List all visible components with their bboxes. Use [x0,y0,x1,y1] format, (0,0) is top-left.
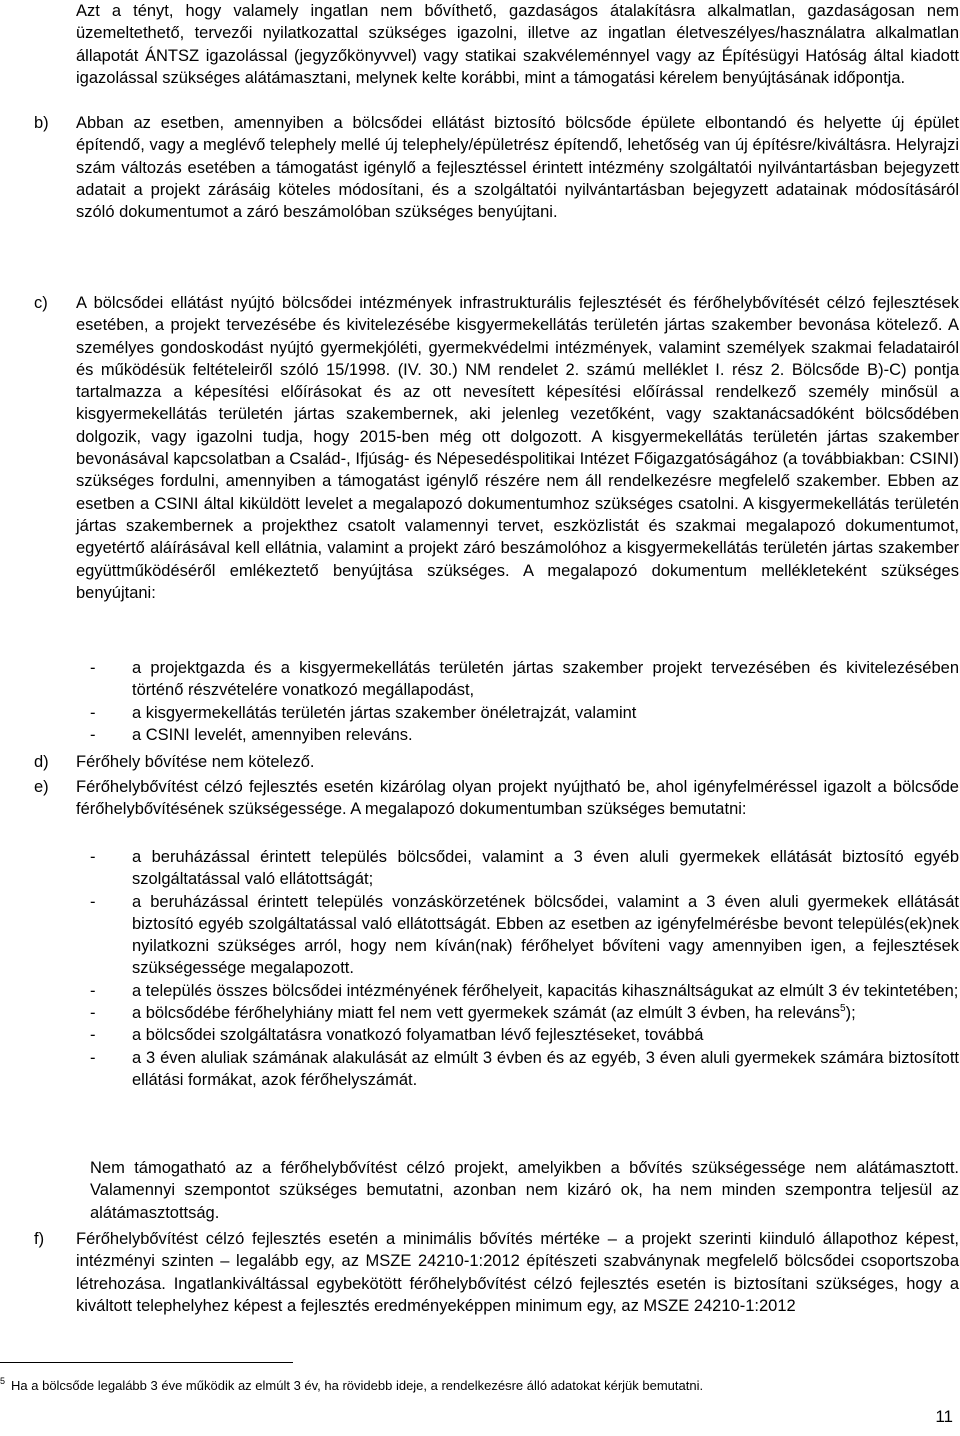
dash-text-main: a bölcsődébe férőhelyhiány miatt fel nem vett gyermekek számát (az elmúlt 3 évben, ha releváns [132,1004,841,1023]
dash-item [90,1002,959,1024]
dash-text: a beruházással érintett település vonzáskörzetének bölcsődei, valamint a 3 éven aluli gyermekek ellátását biztosító egyéb szolgáltatással való ellátottságát. Ebben az esetben az igényfelmérésbe bevont település(ek)nek nyilatkozni szükséges arról, hogy nem kíván(nak) férőhelyet bővíteni vagy amennyiben igen, a fejlesztések szükségessége megalapozott. [132,892,959,978]
dash-text: a beruházással érintett település bölcsődei, valamint a 3 éven aluli gyermekek ellátását biztosító egyéb szolgáltatással való ellátottságát; [132,848,959,889]
list-item-b [34,112,959,223]
dash-item [90,724,959,746]
list-text-c: A bölcsődei ellátást nyújtó bölcsődei intézmények infrastrukturális fejlesztését és férőhelybővítését célzó fejlesztések esetében, a projekt tervezésébe és kivitelezésébe kisgyermekellátás területén jártas szakember bevonása kötelező. A személyes gondoskodást nyújtó gyermekjóléti, gyermekvédelmi intézmények, valamint személyek szakmai feladatairól és működésük feltételeiről szóló 15/1998. (IV. 30.) NM rendelet 2. számú melléklet I. rész 2. Bölcsőde B)-C) pontja tartalmazza a képesítési előírásokat és az ott nevesített képesítési előírással rendelkező személy minősül a kisgyermekellátás területén jártas szakembernek, aki jelenleg vezetőként, vagy szaktanácsadóként bölcsődében dolgozik, vagy igazolni tudja, hogy 2015-ben még ott dolgozott. A kisgyermekellátás területén jártas szakember bevonásával kapcsolatban a Család-, Ifjúság- és Népesedéspolitikai Intézet Főigazgatóságához (a továbbiakban: CSINI) szükséges fordulni, amennyiben a támogatást igénylő részére nem áll rendelkezésre megfelelő szakember. Ebben az esetben a CSINI által kiküldött levelet a megalapozó dokumentumhoz szükséges csatolni. A kisgyermekellátás területén jártas szakembernek a projekthez csatolt valamennyi tervet, eszközlistát és szakmai megalapozó dokumentumot, egyetértő aláírásával kell ellátnia, valamint a projekt záró beszámolóhoz a kisgyermekellátás területén jártas szakember együttműködéséről emlékeztető benyújtása szükséges. A megalapozó dokumentum mellékleteként szükséges benyújtani: [76,294,959,602]
dash-text: a 3 éven aluliak számának alakulását az elmúlt 3 évben és az egyéb, 3 éven aluli gyermekek számára biztosított ellátási formákat, azok férőhelyszámát. [132,1048,959,1089]
dash-item [90,846,959,891]
list-label-c: c) [34,294,48,312]
page-number: 11 [935,1407,953,1426]
list-label-d: d) [34,753,49,771]
intro-paragraph: Azt a tényt, hogy valamely ingatlan nem bővíthető, gazdaságos átalakításra alkalmatlan, gazdaságosan nem üzemeltethető, tervezői nyilatkozattal szükséges igazolni, illetve az ingatlan életveszélyes/használatra alkalmatlan állapotát ÁNTSZ igazolással (jegyzőkönyvvel) vagy statikai szakvéleménnyel vagy az Építésügyi Hatóság által kiadott igazolással szükséges alátámasztani, melynek kelte korábbi, mint a támogatási kérelem benyújtásának időpontja. [76,2,959,87]
list-item-c [34,292,959,604]
dash-item [90,657,959,702]
footnote-number: 5 [0,1376,6,1386]
dash-item [90,980,959,1002]
closing-paragraph-e: Nem támogatható az a férőhelybővítést célzó projekt, amelyikben a bővítés szükségessége nem alátámasztott. Valamennyi szempontot szükséges bemutatni, azonban nem kizáró ok, ha nem minden szempontra teljesül az alátámasztottság. [90,1159,959,1222]
dash-bullet: - [90,1048,96,1067]
dash-item [90,702,959,724]
dash-item [90,1024,959,1046]
dash-item [90,891,959,980]
footnote-reference[interactable]: 5 [840,1003,846,1015]
list-item-e [34,776,959,821]
footnote [0,1373,940,1394]
dash-bullet: - [90,659,96,677]
dash-bullet: - [90,848,96,866]
list-label-b: b) [34,114,49,132]
footnote-separator [0,1362,293,1363]
list-label-f: f) [34,1230,45,1248]
dash-text [132,1002,959,1024]
dash-bullet: - [90,725,96,744]
dash-list-c [90,657,959,746]
dash-text: a CSINI levelét, amennyiben releváns. [132,725,413,744]
dash-item [90,1047,959,1092]
dash-text: a település összes bölcsődei intézményének férőhelyeit, kapacitás kihasználtságukat az elmúlt 3 év tekintetében; [132,981,959,1000]
dash-list-e [90,846,959,1091]
footnote-text: Ha a bölcsőde legalább 3 éve működik az elmúlt 3 év, ha rövidebb ideje, a rendelkezésre álló adatokat kérjük bemutatni. [11,1378,704,1393]
list-text-d: Férőhely bővítése nem kötelező. [76,753,315,771]
dash-bullet: - [90,892,96,911]
dash-text-tail: ); [845,1004,856,1023]
list-text-b: Abban az esetben, amennyiben a bölcsődei ellátást biztosító bölcsőde épülete elbontandó és helyette új épület építendő, vagy a meglévő telephely mellé új telephely/épületrész építendő, lehetőség van új építésre/kiváltásra. Helyrajzi szám változás esetében a támogatást igénylő a fejlesztéssel érintett intézmény szolgáltatói nyilvántartásban bejegyzett adatait a projekt zárásáig köteles módosítani, és a szolgáltatói nyilvántartásban bejegyzett adatainak módosításáról szóló dokumentumot a záró beszámolóban szükséges benyújtani. [76,114,959,222]
dash-bullet: - [90,1026,96,1045]
dash-text: a bölcsődei szolgáltatásra vonatkozó folyamatban lévő fejlesztéseket, továbbá [132,1026,704,1045]
dash-bullet: - [90,1004,96,1023]
list-text-e: Férőhelybővítést célzó fejlesztés esetén kizárólag olyan projekt nyújtható be, ahol igényfelméréssel igazolt a bölcsőde férőhelybővítésének szükségessége. A megalapozó dokumentumban szükséges bemutatni: [76,778,959,819]
dash-bullet: - [90,703,96,722]
dash-text: a kisgyermekellátás területén jártas szakember önéletrajzát, valamint [132,703,637,722]
list-label-e: e) [34,778,49,796]
dash-bullet: - [90,981,96,1000]
list-text-f: Férőhelybővítést célzó fejlesztés esetén a minimális bővítés mértéke – a projekt szerinti kiinduló állapothoz képest, intézményi szinten – legalább egy, az MSZE 24210-1:2012 építészeti szabványnak megfelelő bölcsődei csoportszoba létrehozása. Ingatlankiváltással egybekötött férőhelybővítést célzó fejlesztés esetén is biztosítani szükséges, hogy a kiváltott telephelyhez képest a fejlesztés eredményeképpen minimum egy, az MSZE 24210-1:2012 [76,1230,959,1315]
list-item-f [34,1228,959,1317]
dash-text: a projektgazda és a kisgyermekellátás területén jártas szakember projekt tervezésében és kivitelezésében történő részvételére vonatkozó megállapodást, [132,659,959,700]
list-item-d [34,751,959,773]
